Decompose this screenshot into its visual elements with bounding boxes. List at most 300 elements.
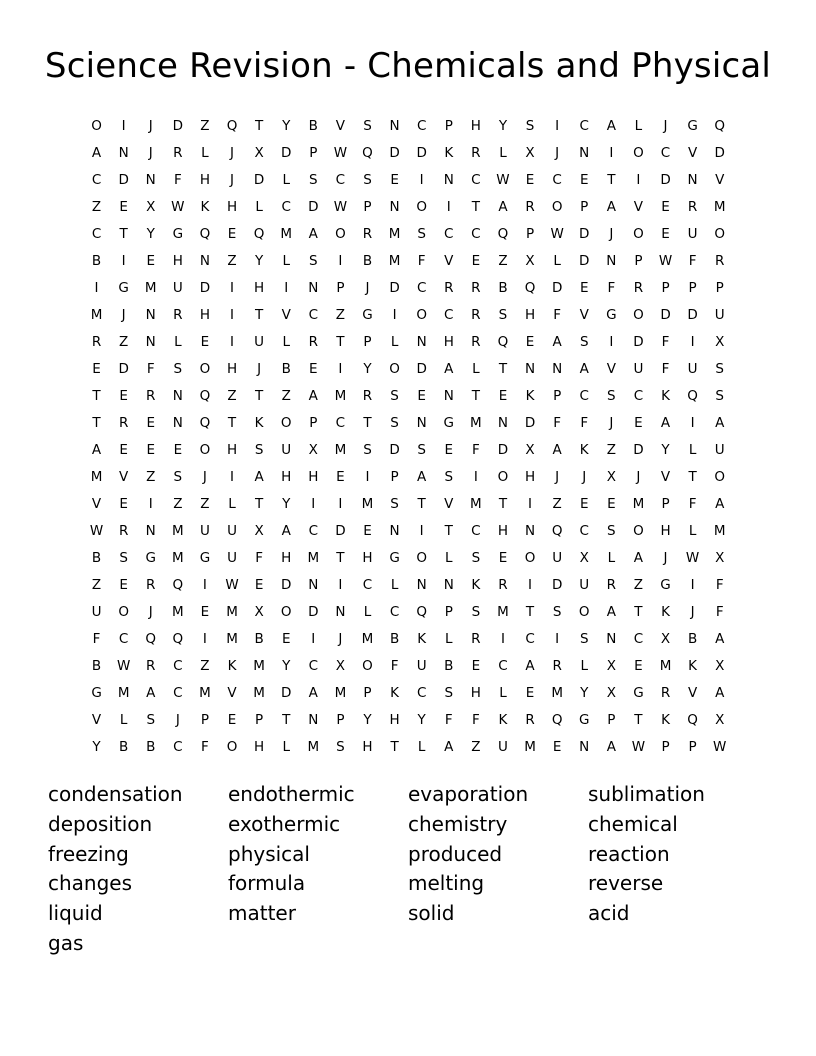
- grid-letter[interactable]: N: [389, 522, 400, 539]
- grid-letter[interactable]: K: [254, 414, 264, 431]
- grid-letter[interactable]: J: [555, 144, 560, 161]
- grid-letter[interactable]: T: [498, 495, 508, 512]
- grid-letter[interactable]: S: [336, 738, 345, 755]
- grid-letter[interactable]: E: [200, 333, 210, 350]
- grid-letter[interactable]: A: [715, 495, 725, 512]
- grid-letter[interactable]: E: [363, 522, 372, 539]
- grid-letter[interactable]: Y: [146, 225, 155, 242]
- grid-letter[interactable]: C: [416, 684, 427, 701]
- grid-letter[interactable]: V: [119, 468, 129, 485]
- grid-letter[interactable]: C: [471, 522, 481, 539]
- grid-letter[interactable]: I: [148, 495, 153, 512]
- grid-letter[interactable]: D: [416, 360, 427, 377]
- grid-letter[interactable]: A: [91, 441, 102, 458]
- grid-letter[interactable]: N: [606, 252, 617, 269]
- grid-letter[interactable]: R: [525, 711, 535, 728]
- grid-letter[interactable]: B: [687, 630, 698, 647]
- grid-letter[interactable]: X: [254, 144, 264, 161]
- grid-letter[interactable]: W: [658, 252, 673, 269]
- grid-letter[interactable]: S: [607, 522, 616, 539]
- grid-letter[interactable]: W: [171, 198, 185, 215]
- grid-letter[interactable]: X: [146, 198, 156, 215]
- grid-letter[interactable]: L: [174, 333, 182, 350]
- grid-letter[interactable]: I: [230, 333, 234, 350]
- grid-letter[interactable]: P: [715, 279, 724, 296]
- grid-letter[interactable]: S: [444, 468, 454, 485]
- grid-letter[interactable]: F: [553, 414, 562, 431]
- grid-letter[interactable]: Q: [199, 414, 211, 431]
- grid-letter[interactable]: S: [363, 441, 372, 458]
- grid-letter[interactable]: N: [687, 171, 698, 188]
- grid-letter[interactable]: N: [145, 522, 156, 539]
- grid-letter[interactable]: K: [417, 630, 427, 647]
- grid-letter[interactable]: E: [173, 441, 183, 458]
- grid-letter[interactable]: N: [606, 630, 617, 647]
- grid-letter[interactable]: L: [201, 144, 209, 161]
- grid-letter[interactable]: U: [552, 549, 563, 566]
- grid-letter[interactable]: C: [416, 117, 427, 134]
- grid-letter[interactable]: E: [390, 171, 399, 188]
- grid-letter[interactable]: V: [579, 306, 589, 323]
- grid-letter[interactable]: I: [338, 252, 343, 269]
- grid-letter[interactable]: Y: [417, 711, 426, 728]
- grid-letter[interactable]: H: [497, 522, 509, 539]
- grid-letter[interactable]: K: [444, 144, 454, 161]
- grid-letter[interactable]: I: [392, 306, 397, 323]
- grid-letter[interactable]: I: [609, 333, 614, 350]
- grid-letter[interactable]: F: [661, 360, 670, 377]
- grid-letter[interactable]: H: [226, 360, 238, 377]
- grid-letter[interactable]: E: [525, 171, 535, 188]
- grid-letter[interactable]: C: [579, 117, 589, 134]
- grid-letter[interactable]: E: [471, 252, 481, 269]
- grid-letter[interactable]: A: [281, 522, 291, 539]
- grid-letter[interactable]: L: [390, 576, 399, 593]
- grid-letter[interactable]: M: [632, 495, 645, 512]
- grid-letter[interactable]: E: [471, 657, 481, 674]
- grid-letter[interactable]: O: [416, 549, 427, 566]
- grid-letter[interactable]: A: [91, 144, 102, 161]
- grid-letter[interactable]: P: [553, 387, 562, 404]
- grid-letter[interactable]: H: [660, 522, 671, 539]
- grid-letter[interactable]: G: [199, 549, 211, 566]
- grid-letter[interactable]: Q: [524, 279, 536, 296]
- grid-letter[interactable]: C: [498, 657, 508, 674]
- grid-letter[interactable]: S: [119, 549, 128, 566]
- grid-letter[interactable]: L: [119, 711, 128, 728]
- grid-letter[interactable]: A: [606, 198, 616, 215]
- grid-letter[interactable]: J: [202, 468, 207, 485]
- grid-letter[interactable]: N: [308, 711, 319, 728]
- grid-letter[interactable]: O: [199, 441, 211, 458]
- grid-letter[interactable]: D: [199, 279, 211, 296]
- grid-letter[interactable]: B: [146, 738, 156, 755]
- grid-letter[interactable]: C: [281, 198, 291, 215]
- grid-letter[interactable]: D: [416, 144, 427, 161]
- grid-letter[interactable]: A: [308, 387, 318, 404]
- grid-letter[interactable]: C: [633, 630, 644, 647]
- grid-letter[interactable]: V: [91, 495, 102, 512]
- grid-letter[interactable]: A: [444, 738, 454, 755]
- grid-letter[interactable]: Z: [227, 387, 237, 404]
- grid-letter[interactable]: L: [282, 252, 290, 269]
- grid-letter[interactable]: I: [528, 576, 533, 593]
- grid-letter[interactable]: P: [363, 198, 372, 215]
- grid-letter[interactable]: I: [500, 630, 505, 647]
- grid-letter[interactable]: M: [172, 603, 184, 620]
- grid-letter[interactable]: T: [688, 468, 697, 485]
- grid-letter[interactable]: C: [335, 171, 346, 188]
- grid-letter[interactable]: V: [660, 468, 671, 485]
- grid-letter[interactable]: W: [116, 657, 131, 674]
- grid-letter[interactable]: K: [227, 657, 237, 674]
- grid-letter[interactable]: U: [227, 549, 237, 566]
- grid-letter[interactable]: S: [173, 360, 183, 377]
- grid-letter[interactable]: E: [525, 333, 535, 350]
- grid-letter[interactable]: T: [254, 495, 264, 512]
- grid-letter[interactable]: G: [389, 549, 400, 566]
- grid-letter[interactable]: D: [660, 306, 671, 323]
- grid-letter[interactable]: F: [146, 360, 155, 377]
- grid-letter[interactable]: O: [633, 306, 644, 323]
- grid-letter[interactable]: U: [254, 333, 265, 350]
- grid-letter[interactable]: J: [609, 225, 614, 242]
- grid-letter[interactable]: T: [634, 711, 643, 728]
- grid-letter[interactable]: H: [226, 441, 238, 458]
- grid-letter[interactable]: X: [606, 468, 616, 485]
- grid-letter[interactable]: M: [144, 279, 157, 296]
- grid-letter[interactable]: L: [282, 333, 290, 350]
- grid-letter[interactable]: Y: [254, 252, 264, 269]
- grid-letter[interactable]: D: [389, 279, 400, 296]
- grid-letter[interactable]: M: [497, 603, 509, 620]
- grid-letter[interactable]: I: [419, 522, 424, 539]
- grid-letter[interactable]: D: [281, 144, 292, 161]
- grid-letter[interactable]: L: [580, 657, 588, 674]
- grid-letter[interactable]: D: [281, 576, 292, 593]
- grid-letter[interactable]: T: [471, 198, 480, 215]
- grid-letter[interactable]: O: [118, 603, 129, 620]
- grid-letter[interactable]: E: [200, 603, 210, 620]
- grid-letter[interactable]: Q: [416, 603, 427, 620]
- grid-letter[interactable]: M: [334, 441, 347, 458]
- grid-letter[interactable]: S: [715, 387, 724, 404]
- grid-letter[interactable]: X: [254, 522, 264, 539]
- grid-letter[interactable]: A: [715, 684, 725, 701]
- grid-letter[interactable]: I: [230, 468, 234, 485]
- grid-letter[interactable]: I: [555, 630, 560, 647]
- grid-letter[interactable]: P: [661, 738, 670, 755]
- grid-letter[interactable]: K: [661, 711, 670, 728]
- grid-letter[interactable]: J: [148, 117, 153, 134]
- grid-letter[interactable]: J: [609, 414, 614, 431]
- grid-letter[interactable]: I: [446, 198, 451, 215]
- grid-letter[interactable]: W: [496, 171, 510, 188]
- grid-letter[interactable]: O: [199, 360, 211, 377]
- grid-letter[interactable]: Q: [172, 576, 184, 593]
- grid-letter[interactable]: R: [146, 657, 156, 674]
- grid-letter[interactable]: E: [146, 414, 155, 431]
- grid-letter[interactable]: Z: [91, 576, 102, 593]
- grid-letter[interactable]: T: [525, 603, 535, 620]
- grid-letter[interactable]: R: [362, 225, 373, 242]
- grid-letter[interactable]: E: [579, 279, 589, 296]
- grid-letter[interactable]: Z: [606, 441, 616, 458]
- grid-letter[interactable]: F: [92, 630, 101, 647]
- grid-letter[interactable]: V: [444, 495, 454, 512]
- grid-letter[interactable]: V: [687, 684, 698, 701]
- grid-letter[interactable]: Y: [282, 495, 291, 512]
- grid-letter[interactable]: S: [579, 630, 589, 647]
- grid-letter[interactable]: J: [365, 279, 370, 296]
- grid-letter[interactable]: X: [525, 252, 535, 269]
- grid-letter[interactable]: J: [555, 468, 560, 485]
- grid-letter[interactable]: M: [361, 495, 374, 512]
- grid-letter[interactable]: X: [715, 711, 725, 728]
- grid-letter[interactable]: H: [199, 306, 210, 323]
- grid-letter[interactable]: L: [499, 144, 507, 161]
- grid-letter[interactable]: O: [524, 549, 536, 566]
- grid-letter[interactable]: K: [498, 711, 508, 728]
- grid-letter[interactable]: I: [419, 171, 424, 188]
- grid-letter[interactable]: T: [498, 360, 508, 377]
- grid-letter[interactable]: O: [714, 225, 726, 242]
- grid-letter[interactable]: W: [550, 225, 564, 242]
- grid-letter[interactable]: V: [91, 711, 102, 728]
- grid-letter[interactable]: V: [687, 144, 698, 161]
- grid-letter[interactable]: I: [609, 144, 614, 161]
- grid-letter[interactable]: D: [633, 441, 644, 458]
- grid-letter[interactable]: Z: [146, 468, 156, 485]
- grid-letter[interactable]: B: [308, 117, 318, 134]
- grid-letter[interactable]: H: [524, 468, 536, 485]
- grid-letter[interactable]: P: [390, 468, 399, 485]
- grid-letter[interactable]: I: [202, 630, 207, 647]
- grid-letter[interactable]: A: [715, 414, 725, 431]
- grid-letter[interactable]: Y: [661, 441, 670, 458]
- grid-letter[interactable]: N: [524, 522, 536, 539]
- grid-letter[interactable]: H: [308, 468, 319, 485]
- grid-letter[interactable]: I: [528, 495, 533, 512]
- grid-letter[interactable]: D: [389, 441, 400, 458]
- grid-letter[interactable]: A: [254, 468, 264, 485]
- grid-letter[interactable]: B: [498, 279, 508, 296]
- grid-letter[interactable]: A: [498, 198, 508, 215]
- grid-letter[interactable]: G: [362, 306, 373, 323]
- grid-letter[interactable]: C: [416, 279, 427, 296]
- grid-letter[interactable]: W: [685, 549, 700, 566]
- grid-letter[interactable]: Q: [551, 711, 563, 728]
- grid-letter[interactable]: M: [90, 306, 103, 323]
- grid-letter[interactable]: F: [715, 576, 724, 593]
- grid-letter[interactable]: D: [118, 360, 129, 377]
- grid-letter[interactable]: U: [633, 360, 644, 377]
- grid-letter[interactable]: H: [362, 738, 373, 755]
- grid-letter[interactable]: D: [308, 603, 319, 620]
- grid-letter[interactable]: I: [555, 117, 560, 134]
- grid-letter[interactable]: L: [228, 495, 236, 512]
- grid-letter[interactable]: E: [498, 549, 508, 566]
- grid-letter[interactable]: O: [497, 468, 509, 485]
- grid-letter[interactable]: D: [335, 522, 346, 539]
- grid-letter[interactable]: N: [199, 252, 210, 269]
- grid-letter[interactable]: E: [119, 198, 128, 215]
- grid-letter[interactable]: T: [254, 387, 264, 404]
- grid-letter[interactable]: R: [118, 522, 129, 539]
- grid-letter[interactable]: R: [471, 630, 481, 647]
- grid-letter[interactable]: C: [118, 630, 129, 647]
- grid-letter[interactable]: H: [389, 711, 400, 728]
- grid-letter[interactable]: N: [443, 576, 454, 593]
- grid-letter[interactable]: Y: [282, 117, 291, 134]
- grid-letter[interactable]: P: [688, 738, 697, 755]
- grid-letter[interactable]: T: [417, 495, 426, 512]
- grid-letter[interactable]: M: [659, 657, 672, 674]
- grid-letter[interactable]: X: [715, 549, 725, 566]
- grid-letter[interactable]: E: [146, 252, 155, 269]
- grid-letter[interactable]: X: [308, 441, 318, 458]
- grid-letter[interactable]: O: [633, 522, 644, 539]
- grid-letter[interactable]: Z: [227, 252, 237, 269]
- grid-letter[interactable]: E: [119, 387, 128, 404]
- grid-letter[interactable]: H: [443, 333, 454, 350]
- grid-letter[interactable]: P: [661, 495, 670, 512]
- grid-letter[interactable]: Z: [335, 306, 346, 323]
- grid-letter[interactable]: E: [579, 171, 589, 188]
- grid-letter[interactable]: N: [389, 198, 400, 215]
- grid-letter[interactable]: N: [416, 414, 427, 431]
- grid-letter[interactable]: I: [690, 414, 695, 431]
- grid-letter[interactable]: M: [90, 468, 103, 485]
- grid-letter[interactable]: W: [631, 738, 646, 755]
- grid-letter[interactable]: R: [498, 576, 508, 593]
- grid-letter[interactable]: S: [146, 711, 156, 728]
- grid-letter[interactable]: M: [334, 684, 347, 701]
- grid-letter[interactable]: O: [280, 603, 292, 620]
- grid-letter[interactable]: H: [281, 549, 292, 566]
- grid-letter[interactable]: J: [230, 144, 234, 161]
- grid-letter[interactable]: R: [444, 279, 454, 296]
- grid-letter[interactable]: S: [390, 495, 399, 512]
- grid-letter[interactable]: Q: [253, 225, 265, 242]
- grid-letter[interactable]: I: [338, 576, 343, 593]
- grid-letter[interactable]: J: [582, 468, 587, 485]
- grid-letter[interactable]: H: [254, 738, 265, 755]
- grid-letter[interactable]: U: [281, 441, 292, 458]
- grid-letter[interactable]: J: [257, 360, 262, 377]
- grid-letter[interactable]: B: [389, 630, 400, 647]
- grid-letter[interactable]: M: [551, 684, 563, 701]
- grid-letter[interactable]: M: [334, 387, 347, 404]
- grid-letter[interactable]: F: [688, 495, 697, 512]
- grid-letter[interactable]: N: [335, 603, 346, 620]
- grid-letter[interactable]: F: [471, 711, 480, 728]
- grid-letter[interactable]: A: [552, 333, 562, 350]
- grid-letter[interactable]: M: [307, 738, 320, 755]
- grid-letter[interactable]: I: [121, 252, 126, 269]
- grid-letter[interactable]: F: [444, 711, 453, 728]
- grid-letter[interactable]: F: [471, 441, 480, 458]
- grid-letter[interactable]: G: [443, 414, 454, 431]
- grid-letter[interactable]: N: [172, 414, 183, 431]
- grid-letter[interactable]: G: [633, 684, 644, 701]
- grid-letter[interactable]: A: [606, 603, 616, 620]
- grid-letter[interactable]: P: [661, 279, 670, 296]
- grid-letter[interactable]: O: [280, 414, 292, 431]
- grid-letter[interactable]: F: [173, 171, 182, 188]
- grid-letter[interactable]: O: [551, 198, 563, 215]
- grid-letter[interactable]: M: [172, 549, 184, 566]
- grid-letter[interactable]: S: [390, 387, 399, 404]
- grid-letter[interactable]: P: [336, 711, 345, 728]
- grid-letter[interactable]: G: [172, 225, 184, 242]
- grid-letter[interactable]: L: [390, 333, 399, 350]
- grid-letter[interactable]: B: [362, 252, 373, 269]
- grid-letter[interactable]: X: [606, 657, 616, 674]
- grid-letter[interactable]: P: [444, 603, 453, 620]
- grid-letter[interactable]: D: [633, 333, 644, 350]
- grid-letter[interactable]: P: [200, 711, 209, 728]
- grid-letter[interactable]: H: [524, 306, 536, 323]
- grid-letter[interactable]: N: [443, 387, 454, 404]
- grid-letter[interactable]: Q: [172, 630, 184, 647]
- grid-letter[interactable]: D: [579, 252, 590, 269]
- grid-letter[interactable]: N: [524, 360, 536, 377]
- grid-letter[interactable]: E: [336, 468, 345, 485]
- grid-letter[interactable]: A: [606, 738, 616, 755]
- grid-letter[interactable]: R: [91, 333, 102, 350]
- grid-letter[interactable]: C: [579, 387, 589, 404]
- grid-letter[interactable]: Y: [580, 684, 589, 701]
- grid-letter[interactable]: L: [634, 117, 643, 134]
- grid-letter[interactable]: T: [471, 387, 480, 404]
- grid-letter[interactable]: S: [715, 360, 724, 377]
- grid-letter[interactable]: I: [202, 576, 207, 593]
- grid-letter[interactable]: E: [309, 360, 318, 377]
- grid-letter[interactable]: M: [280, 225, 293, 242]
- grid-letter[interactable]: N: [145, 333, 156, 350]
- grid-letter[interactable]: I: [311, 495, 316, 512]
- grid-letter[interactable]: L: [499, 684, 507, 701]
- grid-letter[interactable]: F: [607, 279, 616, 296]
- grid-letter[interactable]: R: [525, 198, 535, 215]
- grid-letter[interactable]: I: [230, 306, 234, 323]
- grid-letter[interactable]: I: [311, 630, 316, 647]
- grid-letter[interactable]: J: [338, 630, 343, 647]
- grid-letter[interactable]: R: [308, 333, 318, 350]
- grid-letter[interactable]: A: [715, 630, 725, 647]
- grid-letter[interactable]: A: [579, 360, 589, 377]
- grid-letter[interactable]: G: [606, 306, 617, 323]
- grid-letter[interactable]: H: [226, 198, 238, 215]
- grid-letter[interactable]: U: [498, 738, 508, 755]
- grid-letter[interactable]: P: [363, 333, 372, 350]
- grid-letter[interactable]: T: [607, 171, 616, 188]
- grid-letter[interactable]: P: [363, 684, 372, 701]
- grid-letter[interactable]: A: [146, 684, 156, 701]
- grid-letter[interactable]: C: [525, 630, 535, 647]
- grid-letter[interactable]: O: [416, 198, 427, 215]
- grid-letter[interactable]: S: [471, 603, 481, 620]
- grid-letter[interactable]: D: [551, 576, 563, 593]
- grid-letter[interactable]: U: [172, 279, 183, 296]
- grid-letter[interactable]: C: [173, 684, 183, 701]
- grid-letter[interactable]: D: [524, 414, 536, 431]
- grid-letter[interactable]: M: [253, 657, 265, 674]
- grid-letter[interactable]: Q: [497, 333, 509, 350]
- grid-letter[interactable]: H: [254, 279, 265, 296]
- grid-letter[interactable]: N: [389, 117, 400, 134]
